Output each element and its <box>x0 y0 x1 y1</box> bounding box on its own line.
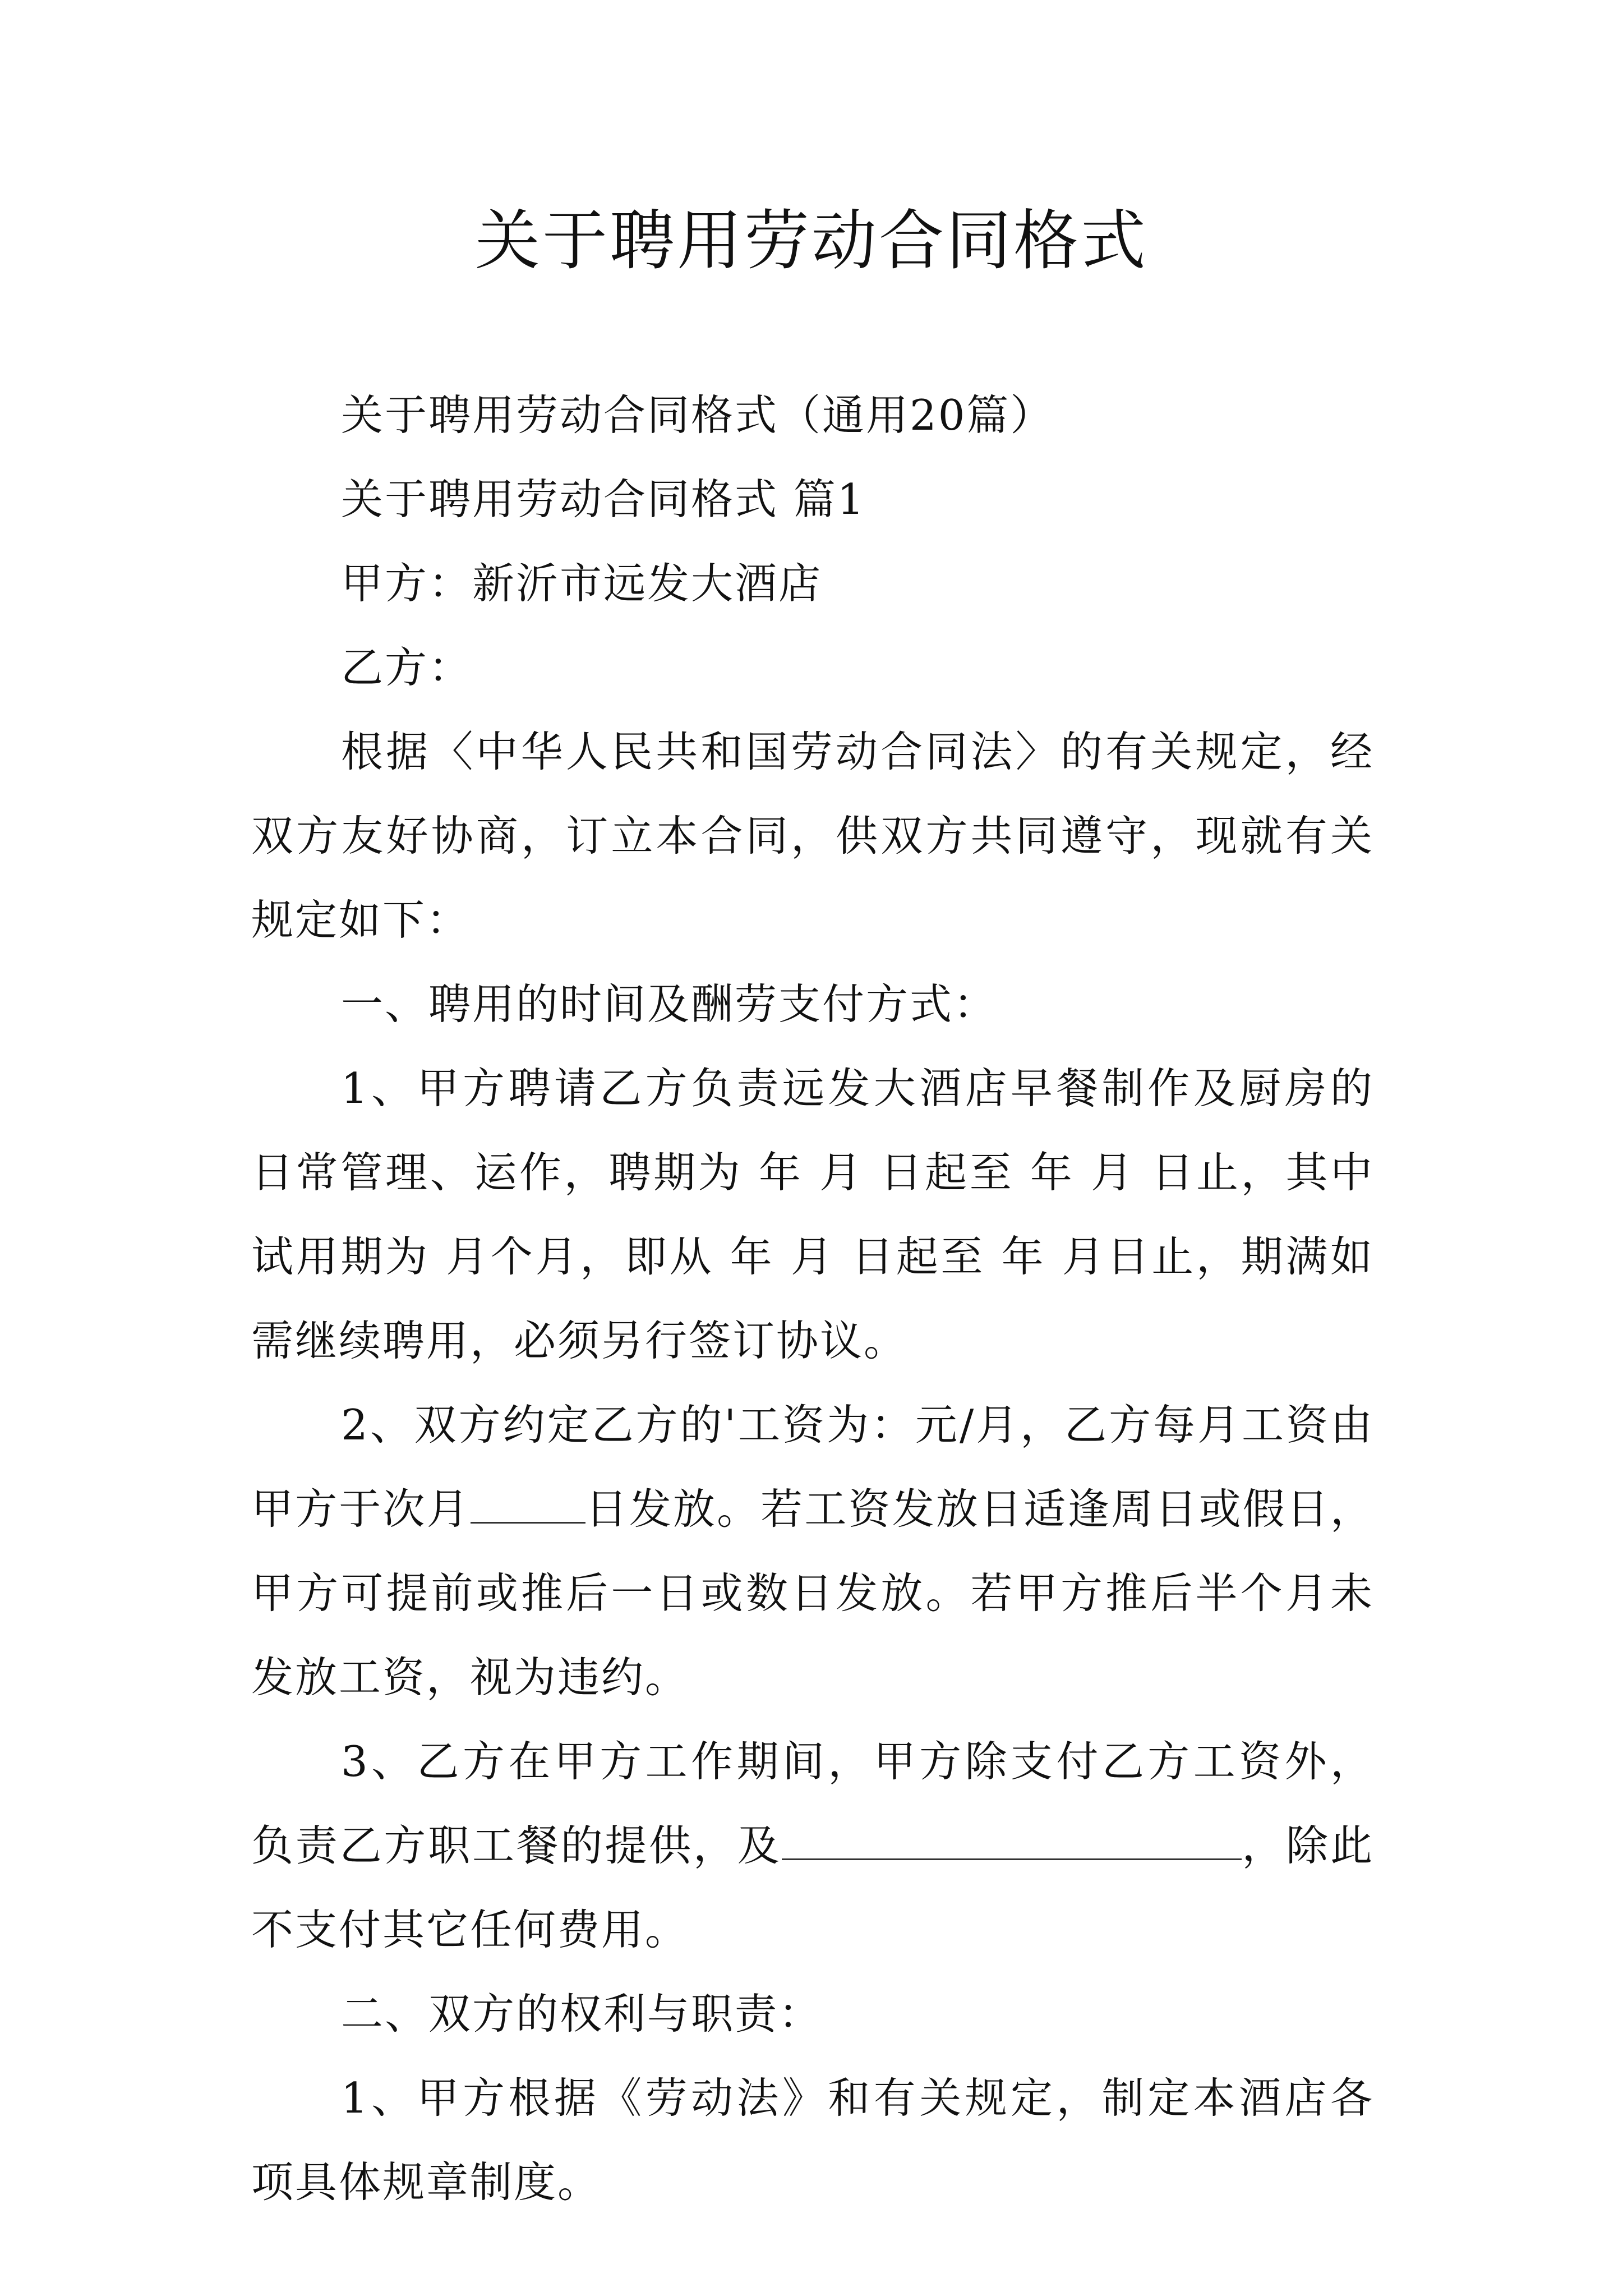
pay-day-blank <box>471 1487 585 1524</box>
paragraph-party-a: 甲方：新沂市远发大酒店 <box>341 559 823 608</box>
benefits-blank <box>782 1824 1242 1860</box>
paragraph-subtitle: 关于聘用劳动合同格式（通用20篇） <box>341 390 1054 440</box>
clause-1-2-part-2: 日发放。若工资发放日适逢周日或假日，甲方可提前或推后一日或数日发放。若甲方推后半个月未发放工资，视为违约。 <box>251 1484 1374 1702</box>
paragraph-clause-heading-2: 二、双方的权利与职责： <box>341 1989 823 2039</box>
document-body <box>251 373 1374 2224</box>
paragraph-clause-1-2 <box>251 1383 1374 1719</box>
document-title: 关于聘用劳动合同格式 <box>475 203 1148 279</box>
paragraph-clause-1-3 <box>251 1719 1374 1972</box>
clause-1-3-part-2: ，除此不支付其它任何费用。 <box>251 1821 1374 1954</box>
paragraph-clause-1-1: 1、甲方聘请乙方负责远发大酒店早餐制作及厨房的日常管理、运作，聘期为 年 月 日起至 年 月 日止，其中试用期为 月个月，即从 年 月 日起至 年 月日止，期满如需继续聘用，必须另行签订协议。 <box>251 1064 1374 1365</box>
paragraph-preamble: 根据〈中华人民共和国劳动合同法〉的有关规定，经双方友好协商，订立本合同，供双方共同遵守，现就有关规定如下： <box>251 727 1374 945</box>
paragraph-clause-2-1: 1、甲方根据《劳动法》和有关规定，制定本酒店各项具体规章制度。 <box>251 2073 1374 2207</box>
clause-1-3-part-1: 3、乙方在甲方工作期间，甲方除支付乙方工资外，负责乙方职工餐的提供，及 <box>251 1737 1374 1870</box>
paragraph-party-b: 乙方： <box>341 643 473 692</box>
clause-1-2-part-1: 2、双方约定乙方的'工资为：元/月，乙方每月工资由甲方于次月 <box>251 1400 1374 1534</box>
paragraph-clause-heading-1: 一、聘用的时间及酬劳支付方式： <box>341 979 998 1029</box>
paragraph-section-heading: 关于聘用劳动合同格式 篇1 <box>341 475 866 524</box>
